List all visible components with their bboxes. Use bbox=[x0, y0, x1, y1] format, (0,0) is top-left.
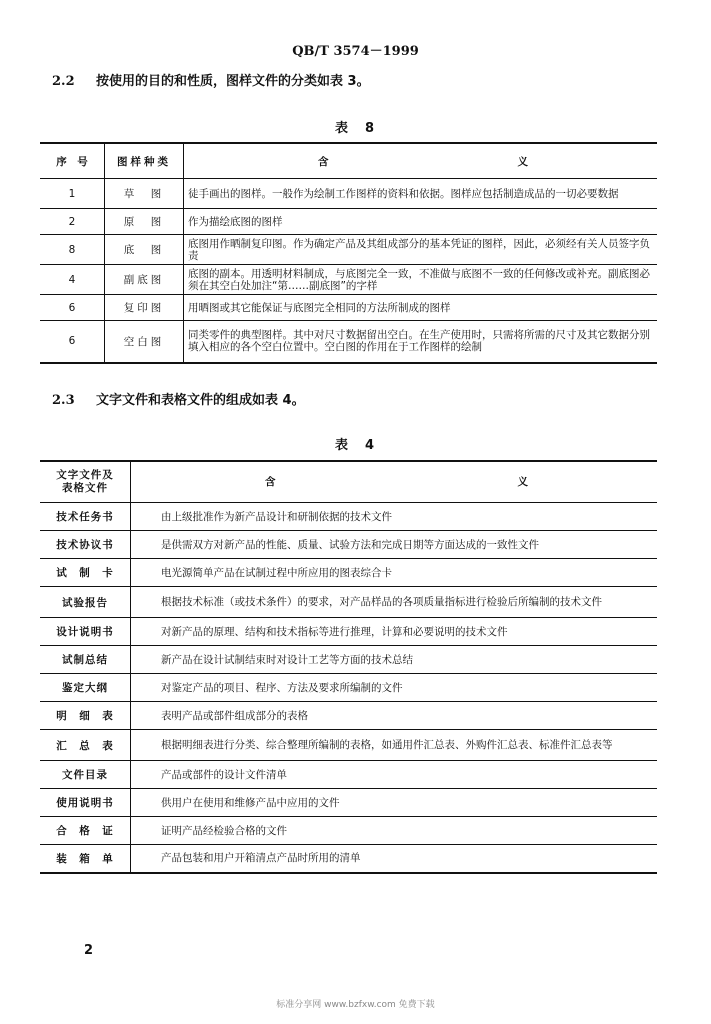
cell-name: 装 箱 单 bbox=[40, 845, 131, 873]
table-row bbox=[40, 559, 657, 587]
cell-meaning: 产品包装和用户开箱清点产品时所用的清单 bbox=[131, 845, 658, 873]
cell-name: 使用说明书 bbox=[40, 789, 131, 817]
cell-name: 文件目录 bbox=[40, 761, 131, 789]
cell-meaning: 对新产品的原理、结构和技术指标等进行推理，计算和必要说明的技术文件 bbox=[131, 618, 658, 646]
cell-name: 鉴定大纲 bbox=[40, 674, 131, 702]
cell-seq: 1 bbox=[40, 179, 105, 209]
cell-meaning: 对鉴定产品的项目、程序、方法及要求所编制的文件 bbox=[131, 674, 658, 702]
cell-type: 底 图 bbox=[105, 235, 184, 265]
cell-name: 试验报告 bbox=[40, 587, 131, 618]
cell-meaning: 新产品在设计试制结束时对设计工艺等方面的技术总结 bbox=[131, 646, 658, 674]
cell-seq: 6 bbox=[40, 321, 105, 363]
cell-type: 草 图 bbox=[105, 179, 184, 209]
table-row bbox=[40, 730, 657, 761]
header-meaning-a: 含 bbox=[318, 155, 329, 168]
header-name-line2: 表格文件 bbox=[62, 482, 108, 494]
cell-name: 明 细 表 bbox=[40, 702, 131, 730]
cell-type: 空白图 bbox=[105, 321, 184, 363]
table-3-caption: 表 8 bbox=[334, 121, 377, 136]
cell-meaning: 产品或部件的设计文件清单 bbox=[131, 761, 658, 789]
cell-seq: 8 bbox=[40, 235, 105, 265]
section-2-3 bbox=[52, 389, 305, 408]
cell-meaning: 用晒图或其它能保证与底图完全相同的方法所制成的图样 bbox=[184, 295, 658, 321]
table-row bbox=[40, 587, 657, 618]
table-row bbox=[40, 503, 657, 531]
cell-meaning: 电光源简单产品在试制过程中所应用的图表综合卡 bbox=[131, 559, 658, 587]
cell-name: 合 格 证 bbox=[40, 817, 131, 845]
cell-name: 设计说明书 bbox=[40, 618, 131, 646]
table-row bbox=[40, 789, 657, 817]
table-header-row bbox=[40, 461, 657, 503]
section-number: 2.3 bbox=[52, 393, 75, 408]
table-3 bbox=[40, 142, 657, 364]
table-row bbox=[40, 209, 657, 235]
table-row bbox=[40, 761, 657, 789]
header-name-line1: 文字文件及 bbox=[56, 469, 114, 481]
page-number: 2 bbox=[84, 943, 94, 958]
section-text: 按使用的目的和性质，图样文件的分类如表 3。 bbox=[96, 74, 370, 89]
table-row bbox=[40, 265, 657, 295]
table-row bbox=[40, 845, 657, 873]
section-text: 文字文件和表格文件的组成如表 4。 bbox=[96, 393, 305, 408]
table-row bbox=[40, 531, 657, 559]
cell-seq: 4 bbox=[40, 265, 105, 295]
table-row bbox=[40, 321, 657, 363]
cell-name: 技术任务书 bbox=[40, 503, 131, 531]
header-meaning-b: 义 bbox=[517, 475, 528, 488]
cell-name: 试制总结 bbox=[40, 646, 131, 674]
header-meaning-b: 义 bbox=[517, 155, 528, 168]
footer-watermark: 标准分享网 www.bzfxw.com 免费下载 bbox=[276, 1000, 435, 1010]
cell-meaning: 同类零件的典型图样。其中对尺寸数据留出空白。在生产使用时，只需将所需的尺寸及其它数据分别填入相应的各个空白位置中。空白图的作用在于工作图样的绘制 bbox=[184, 321, 658, 363]
cell-type: 原 图 bbox=[105, 209, 184, 235]
cell-meaning: 是供需双方对新产品的性能、质量、试验方法和完成日期等方面达成的一致性文件 bbox=[131, 531, 658, 559]
table-header-row bbox=[40, 143, 657, 179]
header-meaning-a: 含 bbox=[265, 475, 276, 488]
table-row bbox=[40, 702, 657, 730]
cell-name: 汇 总 表 bbox=[40, 730, 131, 761]
table-row bbox=[40, 235, 657, 265]
header-type: 图样种类 bbox=[105, 143, 184, 179]
cell-meaning: 作为描绘底图的图样 bbox=[184, 209, 658, 235]
header-meaning bbox=[184, 143, 658, 179]
cell-meaning: 证明产品经检验合格的文件 bbox=[131, 817, 658, 845]
document-header: QB/T 3574－1999 bbox=[292, 44, 419, 59]
cell-name: 试 制 卡 bbox=[40, 559, 131, 587]
table-row bbox=[40, 646, 657, 674]
cell-type: 副底图 bbox=[105, 265, 184, 295]
section-2-2 bbox=[52, 70, 370, 89]
table-row bbox=[40, 179, 657, 209]
section-number: 2.2 bbox=[52, 74, 75, 89]
header-meaning bbox=[131, 461, 658, 503]
table-row bbox=[40, 618, 657, 646]
cell-seq: 2 bbox=[40, 209, 105, 235]
cell-meaning: 徒手画出的图样。一般作为绘制工作图样的资料和依据。图样应包括制造成品的一切必要数据 bbox=[184, 179, 658, 209]
table-row bbox=[40, 295, 657, 321]
cell-meaning: 表明产品或部件组成部分的表格 bbox=[131, 702, 658, 730]
table-4 bbox=[40, 460, 657, 874]
header-seq: 序 号 bbox=[40, 143, 105, 179]
table-4-caption: 表 4 bbox=[334, 438, 377, 453]
cell-meaning: 供用户在使用和维修产品中应用的文件 bbox=[131, 789, 658, 817]
cell-type: 复印图 bbox=[105, 295, 184, 321]
cell-meaning: 底图的副本。用透明材料制成，与底图完全一致，不准做与底图不一致的任何修改或补充。副底图必须在其空白处加注“第……副底图”的字样 bbox=[184, 265, 658, 295]
table-row bbox=[40, 674, 657, 702]
cell-name: 技术协议书 bbox=[40, 531, 131, 559]
cell-meaning: 根据技术标准（或技术条件）的要求，对产品样品的各项质量指标进行检验后所编制的技术文件 bbox=[131, 587, 658, 618]
cell-seq: 6 bbox=[40, 295, 105, 321]
cell-meaning: 由上级批准作为新产品设计和研制依据的技术文件 bbox=[131, 503, 658, 531]
header-name bbox=[40, 461, 131, 503]
table-row bbox=[40, 817, 657, 845]
cell-meaning: 根据明细表进行分类、综合整理所编制的表格，如通用件汇总表、外购件汇总表、标准件汇总表等 bbox=[131, 730, 658, 761]
cell-meaning: 底图用作晒制复印图。作为确定产品及其组成部分的基本凭证的图样，因此，必须经有关人员签字负责 bbox=[184, 235, 658, 265]
